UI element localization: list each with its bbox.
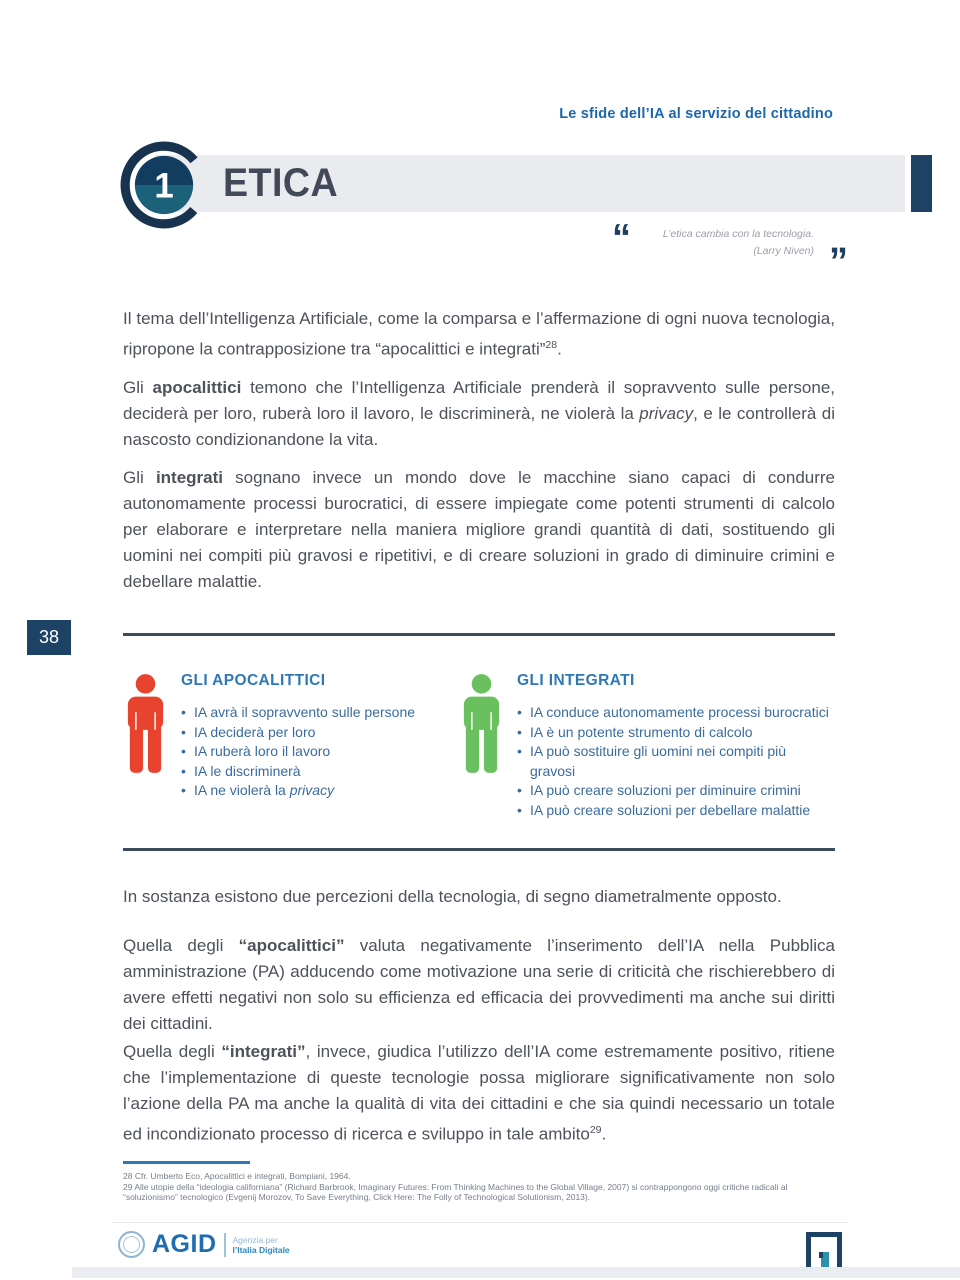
integrati-heading: GLI INTEGRATI [517, 672, 635, 689]
list-item: • IA ne violerà la privacy [181, 781, 415, 801]
section-divider-top [123, 633, 835, 636]
agid-subtitle [233, 1235, 290, 1255]
intro-text-block [123, 306, 835, 607]
integrati-list [517, 703, 835, 820]
italia-login-icon [806, 1232, 842, 1271]
list-item: • IA può sostituire gli uomini nei compiti più gravosi [517, 742, 835, 781]
footnotes [123, 1171, 835, 1203]
list-item: • IA è un potente strumento di calcolo [517, 723, 835, 743]
green-person-icon [459, 672, 504, 776]
apocalittici-column [123, 669, 459, 820]
bottom-strip [72, 1267, 960, 1278]
logo-separator [224, 1233, 226, 1257]
open-quote-icon: “ [612, 217, 631, 259]
list-item: • IA le discriminerà [181, 762, 415, 782]
comparison-infographic [123, 669, 835, 820]
agid-subtitle-line2: l’Italia Digitale [232, 1244, 290, 1255]
paragraph-6: Quella degli “integrati”, invece, giudica l’utilizzo dell’IA come estremamente positivo, ritiene che l’implementazione di queste tecnologie possa migliorare significativamente non solo l’azione della PA ma anche la qualità di vita dei cittadini e che sia quindi necessario un totale ed incondizionato processo di ricerca e sviluppo in tale ambito$^{29}$. [123, 1042, 835, 1144]
red-person-icon [123, 672, 168, 776]
integrati-column [459, 669, 835, 820]
quote-text: L’etica cambia con la tecnologia. [662, 228, 814, 240]
agid-subtitle-line1: Agenzia per [232, 1234, 278, 1245]
page-number-badge: 38 [27, 620, 71, 655]
paragraph-5: Quella degli “apocalittici” valuta negativamente l’inserimento dell’IA nella Pubblica amministrazione (PA) adducendo come motivazione una serie di criticità che rischierebbero di avere effetti negativi non solo su efficienza ed efficacia dei provvedimenti ma anche sui diritti dei cittadini. [123, 936, 835, 1033]
list-item: • IA avrà il sopravvento sulle persone [181, 703, 415, 723]
chapter-number-badge [119, 140, 209, 230]
quote-attribution: (Larry Niven) [753, 245, 814, 257]
chapter-arc-icon [119, 140, 209, 230]
italy-emblem-icon [118, 1231, 145, 1258]
door-handle [819, 1252, 823, 1258]
chapter-title: ETICA [223, 161, 339, 205]
chapter-band-endcap [911, 155, 932, 212]
list-item: • IA può creare soluzioni per diminuire crimini [517, 781, 835, 801]
footnote: 29 Alle utopie della “ideologia californiana” (Richard Barbrook, Imaginary Futures: From Thinking Machines to the Global Village, 2007) si contrappongono oggi critiche radicali al “soluzionismo” tecnologico (Evgenij Morozov, To Save Everything, Click Here: The Folly of Technological Solutionism, 2013). [123, 1181, 788, 1202]
agid-logo [118, 1230, 290, 1259]
paragraph-2: Gli apocalittici temono che l’Intelligenza Artificiale prenderà il sopravvento sulle persone, deciderà per loro, ruberà loro il lavoro, le discriminerà, ne violerà la privacy, e le controllerà di nascosto condizionandone la vita. [123, 377, 836, 449]
paragraph-1: Il tema dell’Intelligenza Artificiale, come la comparsa e l’affermazione di ogni nuova tecnologia, ripropone la contrapposizione tra “apocalittici e integrati”$^{28}$. [123, 309, 835, 359]
conclusion-text-block [123, 884, 835, 1160]
running-header: Le sfide dell’IA al servizio del cittadino [559, 106, 833, 122]
footer-divider [112, 1222, 848, 1223]
agid-wordmark: AGID [152, 1230, 217, 1258]
list-item: • IA conduce autonomamente processi burocratici [517, 703, 835, 723]
list-item: • IA ruberà loro il lavoro [181, 742, 415, 762]
pull-quote [612, 217, 848, 285]
apocalittici-heading: GLI APOCALITTICI [181, 672, 326, 689]
section-divider-bottom [123, 848, 835, 851]
footnote: 28 Cfr. Umberto Eco, Apocalittici e integrati, Bompiani, 1964. [123, 1171, 351, 1181]
chapter-number: 1 [154, 167, 174, 206]
footnote-divider [123, 1161, 250, 1164]
paragraph-4: In sostanza esistono due percezioni della tecnologia, di segno diametralmente opposto. [123, 887, 782, 906]
list-item: • IA deciderà per loro [181, 723, 415, 743]
apocalittici-list [181, 703, 415, 801]
close-quote-icon: ” [829, 241, 848, 283]
paragraph-3: Gli integrati sognano invece un mondo dove le macchine siano capaci di condurre autonomamente processi burocratici, di essere impiegate come potenti strumenti di calcolo per elaborare e interpretare nella maniera migliore grandi quantità di dati, sostituendo gli uomini nei compiti più gravosi e ripetitivi, e di creare soluzioni in grado di diminuire crimini e debellare malattie. [123, 467, 836, 591]
list-item: • IA può creare soluzioni per debellare malattie [517, 801, 835, 821]
